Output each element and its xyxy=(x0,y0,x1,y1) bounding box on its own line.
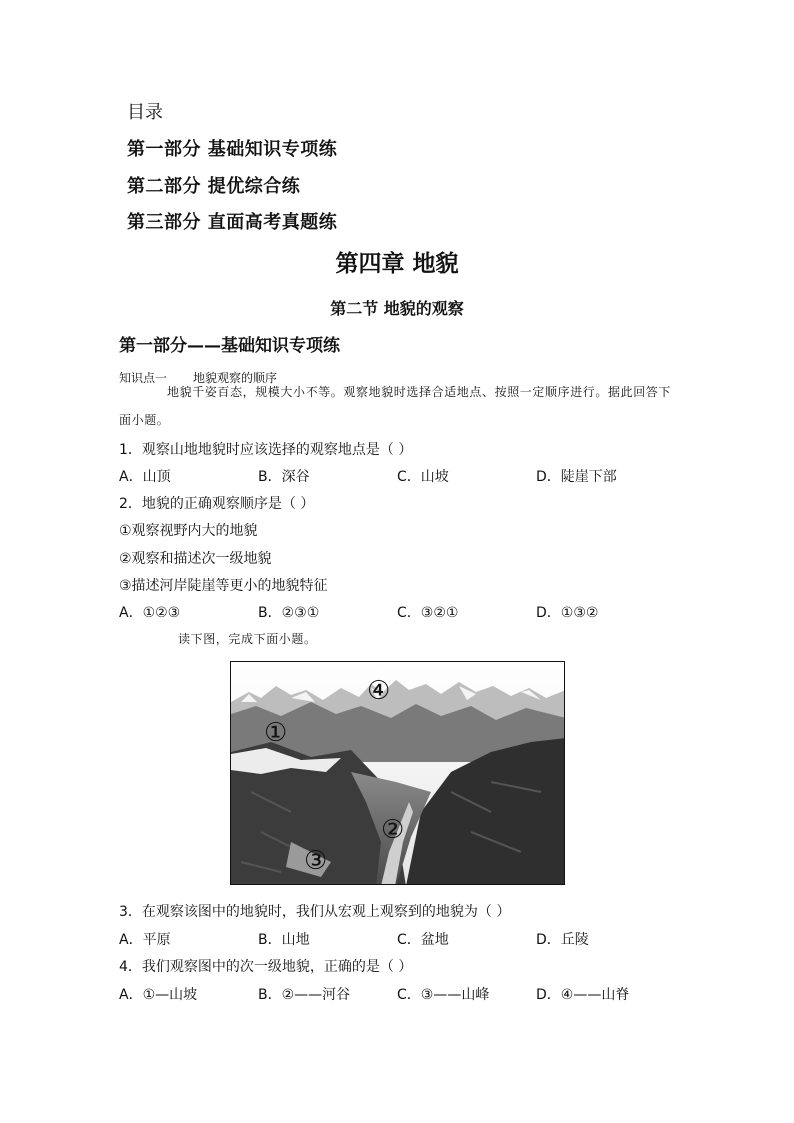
knowledge-point-title: 地貌观察的顺序 xyxy=(193,371,278,385)
toc-item-2[interactable]: 第二部分 提优综合练 xyxy=(127,176,301,197)
q2-item-1: ①观察视野内大的地貌 xyxy=(119,523,258,539)
q2-option-a[interactable]: A．①②③ xyxy=(119,605,181,621)
q4-option-d[interactable]: D．④——山脊 xyxy=(536,987,630,1003)
section-title: 第二节 地貌的观察 xyxy=(330,299,464,318)
question-4-stem: 4．我们观察图中的次一级地貌，正确的是（ ） xyxy=(119,959,413,975)
q2-option-c[interactable]: C．③②① xyxy=(397,605,459,621)
q1-option-a[interactable]: A．山顶 xyxy=(119,469,171,485)
marker-2: ② xyxy=(381,815,405,845)
q4-option-a[interactable]: A．①—山坡 xyxy=(119,987,198,1003)
toc-item-1[interactable]: 第一部分 基础知识专项练 xyxy=(127,139,338,160)
knowledge-point-label: 知识点一 xyxy=(119,371,168,385)
q3-option-d[interactable]: D．丘陵 xyxy=(536,932,589,948)
q4-option-b[interactable]: B．②——河谷 xyxy=(258,987,351,1003)
landform-figure xyxy=(230,661,565,885)
q3-option-a[interactable]: A．平原 xyxy=(119,932,171,948)
q2-option-d[interactable]: D．①③② xyxy=(536,605,599,621)
question-2-stem: 2．地貌的正确观察顺序是（ ） xyxy=(119,496,315,512)
marker-4: ④ xyxy=(367,676,391,706)
question-3-stem: 3．在观察该图中的地貌时，我们从宏观上观察到的地貌为（ ） xyxy=(119,904,511,920)
part-title: 第一部分——基础知识专项练 xyxy=(119,336,340,356)
q4-option-c[interactable]: C．③——山峰 xyxy=(397,987,490,1003)
q1-option-c[interactable]: C．山坡 xyxy=(397,469,449,485)
figure-intro: 读下图，完成下面小题。 xyxy=(178,632,317,646)
marker-3: ③ xyxy=(304,846,328,876)
toc-title: 目录 xyxy=(127,102,163,123)
q3-option-b[interactable]: B．山地 xyxy=(258,932,310,948)
q2-option-b[interactable]: B．②③① xyxy=(258,605,320,621)
q2-item-3: ③描述河岸陡崖等更小的地貌特征 xyxy=(119,578,328,594)
q3-option-c[interactable]: C．盆地 xyxy=(397,932,449,948)
q1-option-b[interactable]: B．深谷 xyxy=(258,469,310,485)
chapter-title: 第四章 地貌 xyxy=(335,250,459,277)
mountain-photo xyxy=(231,662,565,885)
question-1-stem: 1．观察山地地貌时应该选择的观察地点是（ ） xyxy=(119,442,413,458)
reading-passage: 地貌千姿百态，规模大小不等。观察地貌时选择合适地点、按照一定顺序进行。据此回答下面小题。 xyxy=(119,385,672,427)
q1-option-d[interactable]: D．陡崖下部 xyxy=(536,469,617,485)
marker-1: ① xyxy=(264,718,288,748)
toc-item-3[interactable]: 第三部分 直面高考真题练 xyxy=(127,212,338,233)
q2-item-2: ②观察和描述次一级地貌 xyxy=(119,551,272,567)
